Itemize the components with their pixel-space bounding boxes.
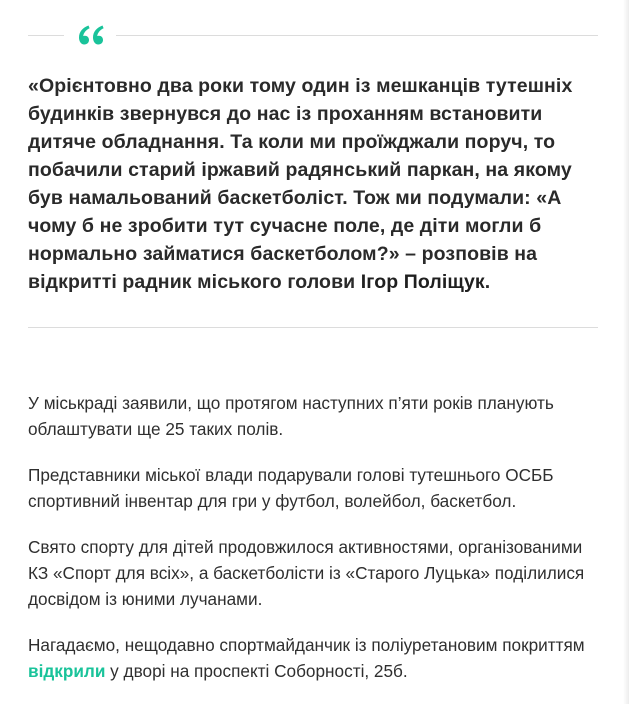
paragraph-text-after-link: у дворі на проспекті Соборності, 25б.	[105, 661, 408, 681]
quote-rule-left	[28, 35, 64, 36]
quote-divider	[28, 327, 598, 328]
quote-rule-right	[116, 35, 598, 36]
paragraph: Представники міської влади подарували голові тутешнього ОСББ спортивний інвентар для гри у футбол, волейбол, баскетбол.	[28, 465, 554, 511]
opened-article-link[interactable]: відкрили	[28, 661, 106, 681]
pull-quote	[28, 72, 598, 296]
pull-quote-text: «Орієнтовно два роки тому один із мешканців тутешніх будинків звернувся до нас із проханням встановити дитяче обладнання. Та коли ми проїжджали поруч, то побачили старий іржавий радянський паркан, на якому був намальований баскетболіст. Тож ми подумали: «А чому б не зробити тут сучасне поле, де діти могли б нормально займатися баскетболом?» – розповів на відкритті радник міського голови	[28, 75, 573, 293]
article-text	[28, 390, 598, 684]
paragraph-text-before-link: Нагадаємо, нещодавно спортмайданчик із поліуретановим покриттям	[28, 635, 585, 655]
paragraph-with-link	[28, 632, 598, 684]
paragraph: Свято спорту для дітей продовжилося активностями, організованими КЗ «Спорт для всіх», а баскетболісти із «Старого Луцька» поділилися досвідом із юними лучанами.	[28, 537, 585, 609]
quote-header	[28, 0, 598, 72]
quote-author-name: Ігор Поліщук	[360, 271, 485, 293]
article-body	[28, 0, 598, 704]
page-edge-shadow	[623, 0, 629, 704]
paragraph: У міськраді заявили, що протягом наступних п’яти років планують облаштувати ще 25 таких полів.	[28, 393, 554, 439]
quotation-mark-icon	[78, 24, 104, 46]
quote-end-punct: .	[484, 271, 491, 293]
